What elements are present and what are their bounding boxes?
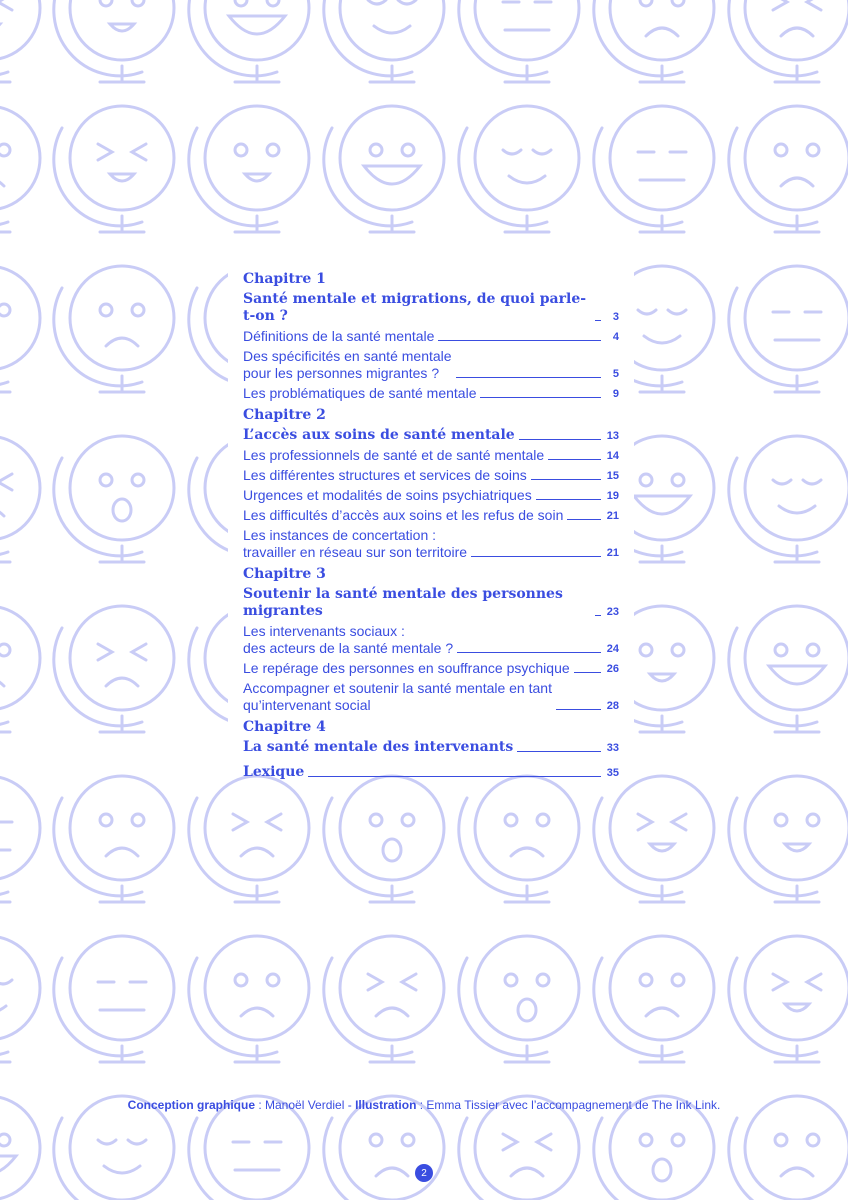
page-number: 23 [606, 606, 619, 618]
dot-leader [438, 340, 601, 341]
chapter-4 [243, 718, 619, 756]
globe-face-icon [324, 776, 444, 902]
globe-face-icon [0, 606, 40, 732]
globe-face-icon [0, 936, 40, 1062]
globe-face-icon [459, 936, 579, 1062]
dot-leader [595, 615, 601, 616]
chapter-title-row[interactable] [243, 586, 619, 620]
chapter-title-row[interactable] [243, 427, 619, 444]
entry-label: Des spécificités en santé mentale pour les personnes migrantes ? [243, 348, 452, 381]
globe-face-icon [0, 106, 40, 232]
globe-face-icon [54, 106, 174, 232]
globe-face-icon [729, 0, 848, 82]
toc-entry[interactable] [243, 348, 619, 382]
globe-face-icon [594, 776, 714, 902]
dot-leader [480, 397, 601, 398]
entry-label: Les difficultés d’accès aux soins et les refus de soin [243, 507, 564, 523]
page-number: 26 [606, 663, 619, 675]
globe-face-icon [729, 266, 848, 392]
dot-leader [457, 652, 601, 653]
chapter-1 [243, 270, 619, 402]
page-number: 14 [606, 450, 619, 462]
globe-face-icon [54, 776, 174, 902]
chapter-3 [243, 565, 619, 714]
dot-leader [308, 776, 601, 777]
page-number: 3 [612, 311, 619, 323]
chapter-title-row[interactable] [243, 291, 619, 325]
globe-face-icon [0, 266, 40, 392]
page-number: 21 [606, 547, 619, 559]
chapter-label: Chapitre 4 [243, 719, 326, 735]
design-label: Conception graphique [127, 1098, 255, 1112]
globe-face-icon [189, 0, 309, 82]
globe-face-icon [594, 936, 714, 1062]
page-number-badge: 2 [415, 1164, 433, 1182]
globe-face-icon [189, 936, 309, 1062]
toc-entry[interactable] [243, 447, 619, 464]
chapter-title: Soutenir la santé mentale des personnes migrantes [243, 586, 563, 619]
page-number: 21 [606, 510, 619, 522]
chapter-label: Chapitre 2 [243, 407, 326, 423]
globe-face-icon [324, 0, 444, 82]
dot-leader [548, 459, 601, 460]
credits [0, 1098, 848, 1112]
globe-face-icon [459, 0, 579, 82]
globe-face-icon [189, 106, 309, 232]
globe-face-icon [54, 436, 174, 562]
toc-entry[interactable] [243, 487, 619, 504]
toc-entry[interactable] [243, 527, 619, 561]
entry-label: Définitions de la santé mentale [243, 328, 435, 344]
lexique-row[interactable] [243, 764, 619, 781]
page-number: 9 [612, 388, 619, 400]
chapter-2 [243, 406, 619, 561]
globe-face-icon [324, 106, 444, 232]
globe-face-icon [0, 0, 40, 82]
entry-label: Les différentes structures et services de soins [243, 467, 527, 483]
table-of-contents [243, 268, 619, 785]
chapter-title: La santé mentale des intervenants [243, 739, 514, 755]
dot-leader [456, 377, 601, 378]
globe-face-icon [594, 106, 714, 232]
toc-entry[interactable] [243, 623, 619, 657]
illustration-name: : Emma Tissier avec l’accompagnement de The Ink Link. [416, 1098, 721, 1112]
page-number: 35 [606, 767, 619, 779]
dot-leader [536, 499, 601, 500]
page-number: 24 [606, 643, 619, 655]
lexique [243, 764, 619, 781]
globe-face-icon [729, 776, 848, 902]
entry-label: Le repérage des personnes en souffrance psychique [243, 660, 570, 676]
globe-face-icon [729, 936, 848, 1062]
globe-face-icon [324, 936, 444, 1062]
page-number: 15 [606, 470, 619, 482]
lexique-title: Lexique [243, 764, 305, 780]
entry-label: Les professionnels de santé et de santé mentale [243, 447, 545, 463]
globe-face-icon [54, 0, 174, 82]
chapter-title: Santé mentale et migrations, de quoi parle-t-on ? [243, 291, 587, 324]
page-number: 4 [612, 331, 619, 343]
dot-leader [595, 320, 601, 321]
entry-label: Urgences et modalités de soins psychiatriques [243, 487, 532, 503]
entry-label: Les intervenants sociaux : des acteurs de la santé mentale ? [243, 623, 454, 656]
dot-leader [556, 709, 601, 710]
globe-face-icon [729, 606, 848, 732]
dot-leader [517, 751, 601, 752]
globe-face-icon [0, 776, 40, 902]
page-number: 13 [606, 430, 619, 442]
globe-face-icon [729, 106, 848, 232]
dot-leader [519, 439, 601, 440]
page-number: 5 [612, 368, 619, 380]
page-number: 19 [606, 490, 619, 502]
chapter-label: Chapitre 1 [243, 271, 326, 287]
page-number: 28 [606, 700, 619, 712]
globe-face-icon [54, 266, 174, 392]
entry-label: Les instances de concertation : travailler en réseau sur son territoire [243, 527, 468, 560]
globe-face-icon [459, 106, 579, 232]
design-name: : Manoël Verdiel - [255, 1098, 356, 1112]
globe-face-icon [54, 936, 174, 1062]
toc-entry[interactable] [243, 467, 619, 484]
globe-face-icon [729, 436, 848, 562]
toc-entry[interactable] [243, 385, 619, 402]
toc-entry[interactable] [243, 507, 619, 524]
toc-entry[interactable] [243, 680, 619, 714]
globe-face-icon [594, 0, 714, 82]
dot-leader [531, 479, 601, 480]
dot-leader [471, 556, 601, 557]
chapter-title: L’accès aux soins de santé mentale [243, 427, 515, 443]
globe-face-icon [459, 776, 579, 902]
chapter-label: Chapitre 3 [243, 566, 326, 582]
dot-leader [567, 519, 601, 520]
globe-face-icon [0, 436, 40, 562]
dot-leader [574, 672, 601, 673]
illustration-label: Illustration [355, 1098, 417, 1112]
toc-entry[interactable] [243, 660, 619, 677]
globe-face-icon [189, 776, 309, 902]
globe-face-icon [54, 606, 174, 732]
entry-label: Les problématiques de santé mentale [243, 385, 477, 401]
page-number: 33 [606, 742, 619, 754]
chapter-title-row[interactable] [243, 739, 619, 756]
entry-label: Accompagner et soutenir la santé mentale en tant qu’intervenant social [243, 680, 552, 713]
toc-entry[interactable] [243, 328, 619, 345]
